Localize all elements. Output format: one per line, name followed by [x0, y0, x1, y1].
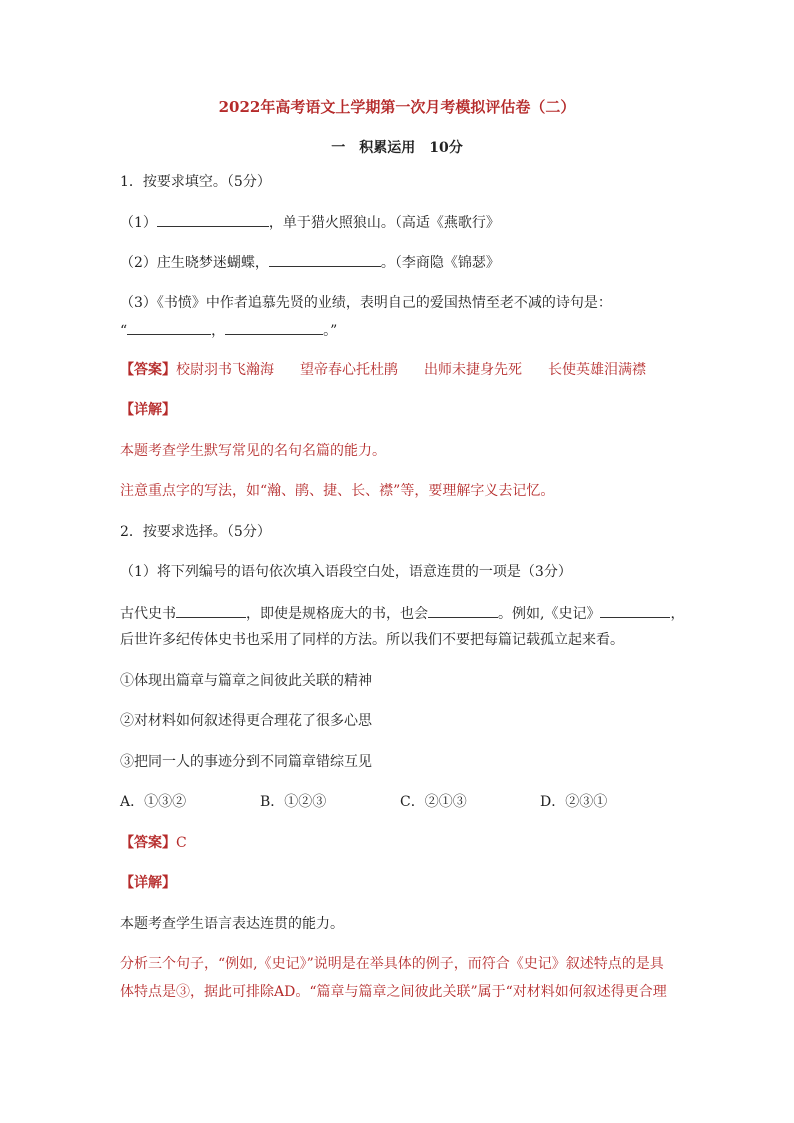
q1-item3-blank-2[interactable] [225, 320, 323, 335]
section-heading: 一 积累运用 10分 [331, 140, 463, 156]
q1-item3-blank-1[interactable] [127, 320, 211, 335]
q1-item1-blank[interactable] [157, 212, 269, 227]
q1-item3-mid: ， [211, 323, 226, 339]
q2-option-3: ③把同一人的事迹分到不同篇章错综互见 [120, 754, 372, 770]
q2-choice-c[interactable]: C．②①③ [400, 794, 467, 810]
q2-choice-b[interactable]: B．①②③ [260, 794, 327, 810]
q1-item2 [120, 252, 500, 273]
q2-answer-value: C [176, 835, 187, 851]
q2-para-c: 。例如,《史记》 [498, 606, 601, 622]
q2-option-2: ②对材料如何叙述得更合理花了很多心思 [120, 713, 372, 729]
q2-detail-3: 体特点是③，据此可排除AD。“篇章与篇章之间彼此关联”属于“对材料如何叙述得更合理 [120, 984, 667, 1000]
q1-answer-1: 校尉羽书飞瀚海 [176, 362, 274, 378]
q1-answer-label: 【答案】 [120, 362, 176, 378]
q2-answer [120, 833, 187, 853]
q2-stem: 2．按要求选择。（5分） [120, 524, 271, 540]
q1-answer-3: 出师未捷身先死 [424, 362, 522, 378]
q2-blank-3[interactable] [600, 603, 670, 618]
q1-answer-2: 望帝春心托杜鹃 [300, 362, 398, 378]
q1-item3-close: 。” [323, 323, 338, 339]
q2-para-b: ，即使是规格庞大的书，也会 [246, 606, 428, 622]
q2-item1: （1）将下列编号的语句依次填入语段空白处，语意连贯的一项是（3分） [120, 564, 572, 580]
q1-stem: 1．按要求填空。（5分） [120, 174, 271, 190]
q1-item3: （3）《书愤》中作者追慕先贤的业绩，表明自己的爱国热情至老不减的诗句是： [120, 295, 612, 311]
q2-option-1: ①体现出篇章与篇章之间彼此关联的精神 [120, 673, 372, 689]
q2-choice-d[interactable]: D．②③① [540, 794, 608, 810]
q1-answer-4: 长使英雄泪满襟 [548, 362, 646, 378]
q2-blank-1[interactable] [176, 603, 246, 618]
q1-item1 [120, 212, 500, 233]
q2-paragraph-line1 [120, 603, 684, 624]
q2-paragraph-line2: 后世许多纪传体史书也采用了同样的方法。所以我们不要把每篇记载孤立起来看。 [120, 632, 624, 648]
q2-detail-2: 分析三个句子，“例如,《史记》”说明是在举具体的例子，而符合《史记》叙述特点的是具 [120, 956, 664, 972]
q1-detail-2: 注意重点字的写法，如“瀚、鹃、捷、长、襟”等，要理解字义去记忆。 [120, 483, 555, 499]
q2-para-a: 古代史书 [120, 606, 176, 622]
q2-detail-label: 【详解】 [120, 875, 176, 891]
q1-item3-blanks [120, 320, 337, 341]
exam-title: 2022年高考语文上学期第一次月考模拟评估卷（二） [218, 98, 576, 116]
q2-answer-label: 【答案】 [120, 835, 176, 851]
q2-choices [120, 792, 607, 812]
q2-detail-1: 本题考查学生语言表达连贯的能力。 [120, 916, 344, 932]
q2-blank-2[interactable] [428, 603, 498, 618]
q2-choice-a[interactable]: A．①③② [120, 794, 187, 810]
q1-item2-blank[interactable] [269, 252, 381, 267]
q1-item1-prefix: （1） [120, 215, 157, 231]
q1-item2-suffix: 。（李商隐《锦瑟》 [380, 255, 500, 271]
q1-item1-suffix: ，单于猎火照狼山。（高适《燕歌行》 [268, 215, 500, 231]
q1-detail-1: 本题考查学生默写常见的名句名篇的能力。 [120, 443, 386, 459]
q1-item3-open: “ [120, 323, 128, 339]
q1-item2-prefix: （2）庄生晓梦迷蝴蝶， [120, 255, 269, 271]
q1-answer [120, 360, 646, 380]
q1-detail-label: 【详解】 [120, 402, 176, 418]
q2-para-d: ， [670, 606, 685, 622]
